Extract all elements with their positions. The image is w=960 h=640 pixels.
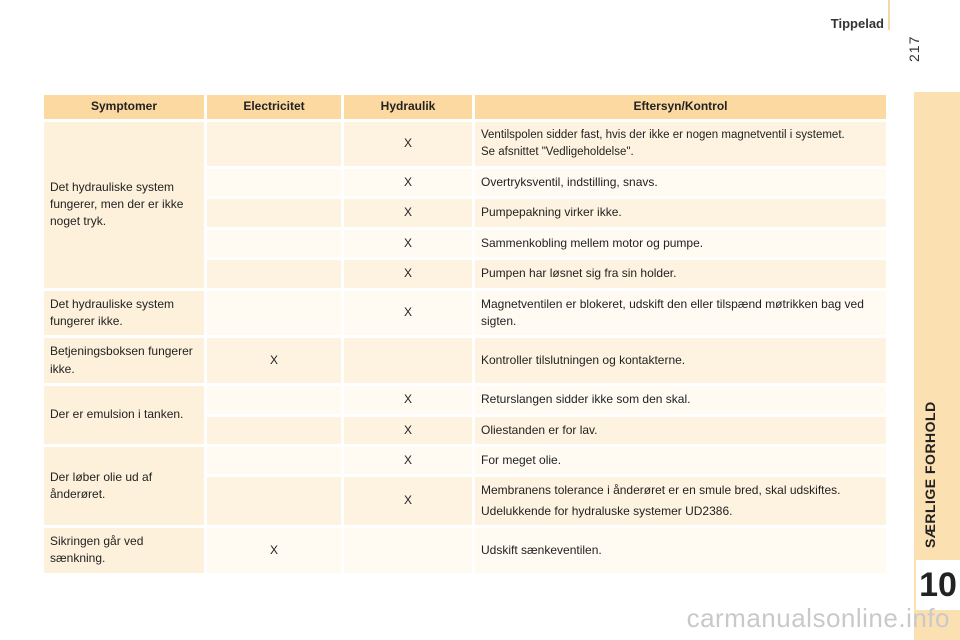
hydraulic-cell: X [344,477,472,525]
check-cell: Kontroller tilslutningen og kontakterne. [475,338,886,383]
hydraulic-cell: X [344,386,472,413]
check-cell: Overtryksventil, indstilling, snavs. [475,169,886,196]
column-header-electricity: Electricitet [207,95,341,119]
hydraulic-cell: X [344,260,472,287]
hydraulic-cell: X [344,169,472,196]
electricity-cell [207,199,341,226]
table-row [44,338,886,383]
hydraulic-cell: X [344,199,472,226]
symptom-cell: Sikringen går ved sænkning. [44,528,204,573]
check-cell [475,477,886,525]
symptom-cell: Det hydrauliske system fungerer, men der er ikke noget tryk. [44,122,204,288]
page-number: 217 [906,35,922,62]
hydraulic-cell: X [344,291,472,336]
symptom-cell: Betjeningsboksen fungerer ikke. [44,338,204,383]
column-header-symptoms: Symptomer [44,95,204,119]
column-header-check: Eftersyn/Kontrol [475,95,886,119]
hydraulic-cell: X [344,417,472,444]
electricity-cell [207,447,341,474]
watermark: carmanualsonline.info [686,603,950,633]
chapter-number: 10 [916,560,960,610]
check-cell: Returslangen sidder ikke som den skal. [475,386,886,413]
hydraulic-cell: X [344,122,472,166]
hydraulic-cell [344,528,472,573]
chapter-side-tab [914,92,960,640]
check-cell [475,122,886,166]
symptom-cell: Der er emulsion i tanken. [44,386,204,444]
column-header-hydraulic: Hydraulik [344,95,472,119]
check-text: Membranens tolerance i ånderøret er en smule bred, skal udskiftes. [481,483,841,498]
table-row [44,447,886,474]
symptom-cell: Der løber olie ud af ånderøret. [44,447,204,525]
electricity-cell [207,169,341,196]
hydraulic-cell [344,338,472,383]
running-header: Tippelad [830,16,884,31]
check-text: Ventilspolen sidder fast, hvis der ikke er nogen magnetventil i systemet. [481,129,845,142]
check-cell: For meget olie. [475,447,886,474]
check-note: Se afsnittet "Vedligeholdelse". [481,146,634,158]
table-row [44,528,886,573]
table-header-row [44,95,886,119]
table-row [44,122,886,166]
hydraulic-cell: X [344,447,472,474]
header-divider [888,0,890,30]
check-cell: Sammenkobling mellem motor og pumpe. [475,230,886,257]
check-cell: Udskift sænkeventilen. [475,528,886,573]
check-cell: Oliestanden er for lav. [475,417,886,444]
electricity-cell [207,291,341,336]
electricity-cell [207,230,341,257]
table-row [44,291,886,336]
electricity-cell [207,260,341,287]
troubleshooting-table [41,92,889,576]
chapter-title: SÆRLIGE FORHOLD [922,401,938,548]
check-cell: Pumpen har løsnet sig fra sin holder. [475,260,886,287]
table-row [44,386,886,413]
electricity-cell [207,417,341,444]
check-note: Udelukkende for hydraluske systemer UD2386. [481,503,733,518]
electricity-cell [207,122,341,166]
electricity-cell: X [207,528,341,573]
electricity-cell [207,386,341,413]
check-cell: Pumpepakning virker ikke. [475,199,886,226]
hydraulic-cell: X [344,230,472,257]
electricity-cell [207,477,341,525]
symptom-cell: Det hydrauliske system fungerer ikke. [44,291,204,336]
electricity-cell: X [207,338,341,383]
check-cell: Magnetventilen er blokeret, udskift den eller tilspænd møtrikken bag ved sigten. [475,291,886,336]
